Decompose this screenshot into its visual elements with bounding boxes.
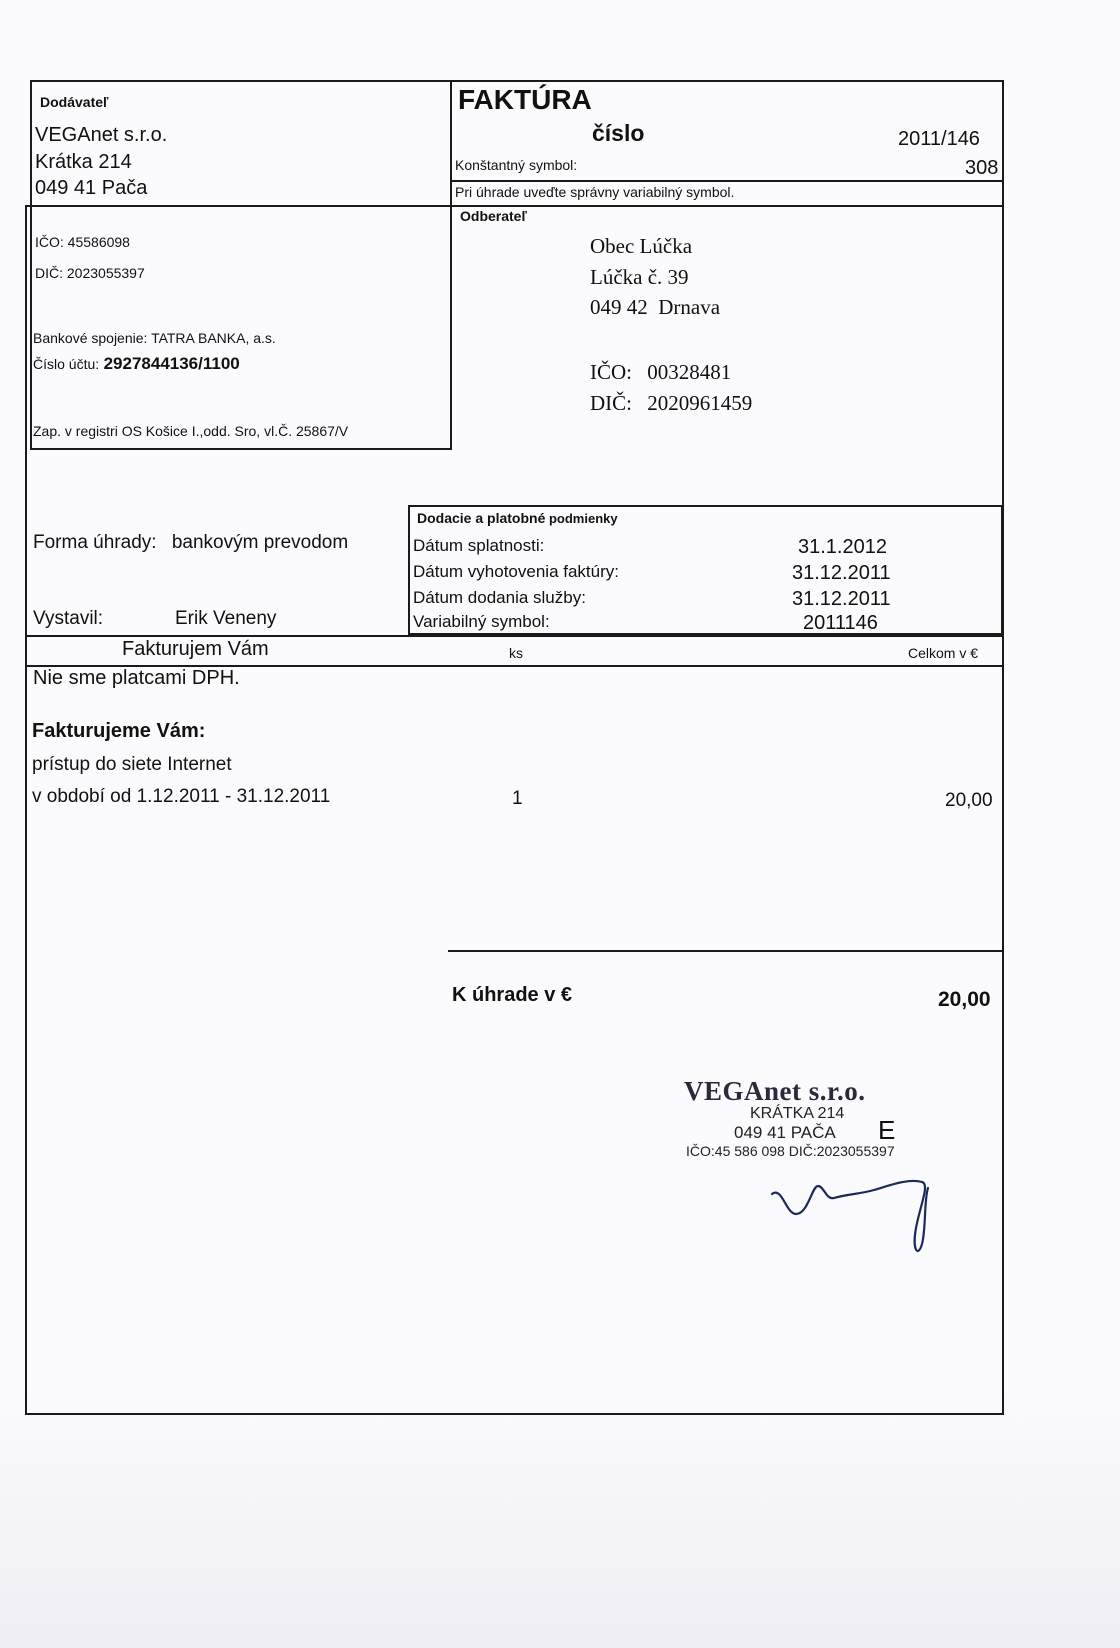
bank-value: TATRA BANKA, a.s.: [151, 330, 276, 346]
terms-heading-main: Dodacie a platobné: [417, 510, 546, 526]
supplier-ico-value: 45586098: [67, 234, 130, 250]
stamp-ids: IČO:45 586 098 DIČ:2023055397: [686, 1143, 895, 1159]
summary-total: 20,00: [938, 988, 991, 1011]
customer-heading: Odberateľ: [460, 208, 527, 224]
customer-city: 049 42 Drnava: [590, 295, 721, 319]
supplier-city: 049 41 Pača: [35, 177, 148, 199]
bank-label: Bankové spojenie:: [33, 330, 148, 346]
item-total: 20,00: [945, 790, 993, 811]
customer-dic-value: 2020961459: [647, 391, 753, 415]
account-label: Číslo účtu:: [33, 356, 100, 372]
issuer-value: Erik Veneny: [175, 608, 277, 629]
stamp-city-row: [684, 1115, 924, 1145]
invoice-number: 2011/146: [898, 128, 980, 150]
item-qty: 1: [512, 788, 523, 809]
supplier-dic-value: 2023055397: [66, 265, 145, 281]
issuer-label: Vystavil:: [33, 608, 104, 629]
company-stamp: [684, 1076, 924, 1159]
terms-label-3: Variabilný symbol:: [413, 612, 550, 631]
table-header-rule-top: [25, 635, 1004, 637]
summary-rule: [448, 950, 1004, 952]
note-rule-top: [452, 180, 1004, 182]
stamp-street: KRÁTKA 214: [750, 1105, 845, 1122]
supplier-ico-label: IČO:: [35, 234, 64, 250]
supplier-heading: Dodávateľ: [40, 94, 109, 110]
col-total-header: Celkom v €: [908, 645, 979, 661]
stamp-company-name: VEGAnet s.r.o.: [684, 1076, 866, 1106]
signature: [760, 1170, 950, 1260]
supplier-register: Zap. v registri OS Košice I.,odd. Sro, vl.Č. 25867/V: [33, 423, 349, 439]
background-shadow: [0, 1390, 1120, 1648]
terms-label-1: Dátum vyhotovenia faktúry:: [413, 562, 619, 581]
terms-label-0: Dátum splatnosti:: [413, 536, 545, 555]
item-line-2: v období od 1.12.2011 - 31.12.2011: [32, 786, 331, 807]
items-section-title: Fakturujeme Vám:: [32, 720, 206, 742]
customer-dic-label: DIČ:: [590, 391, 632, 415]
payment-method: [33, 532, 348, 554]
terms-value-1: 31.12.2011: [792, 562, 891, 584]
const-symbol-label: Konštantný symbol:: [455, 157, 578, 173]
vat-note: Nie sme platcami DPH.: [33, 667, 240, 689]
terms-heading-rest: podmienky: [545, 511, 618, 526]
payment-method-value: bankovým prevodom: [171, 532, 349, 553]
terms-value-3: 2011146: [803, 612, 878, 634]
item-line-1: prístup do siete Internet: [32, 754, 232, 775]
customer-ico-label: IČO:: [590, 360, 632, 384]
supplier-street: Krátka 214: [35, 151, 132, 173]
supplier-dic-label: DIČ:: [35, 265, 63, 281]
account-value: 2927844136/1100: [103, 354, 240, 373]
invoice-number-label: číslo: [592, 120, 645, 146]
stamp-mark: E: [878, 1115, 896, 1145]
supplier-name: VEGAnet s.r.o.: [35, 124, 168, 146]
invoice-title: FAKTÚRA: [458, 84, 592, 115]
customer-street: Lúčka č. 39: [590, 265, 689, 289]
customer-dic: [590, 391, 752, 416]
stamp-city: 049 41 PAČA: [734, 1123, 836, 1142]
customer-name: Obec Lúčka: [590, 234, 693, 258]
customer-ico-value: 00328481: [647, 360, 732, 384]
col-desc-header: Fakturujem Vám: [122, 638, 269, 660]
terms-value-0: 31.1.2012: [798, 536, 887, 558]
customer-ico: [590, 360, 731, 385]
terms-value-2: 31.12.2011: [792, 588, 891, 610]
payment-method-label: Forma úhrady:: [33, 532, 157, 553]
const-symbol-value: 308: [965, 157, 999, 179]
invoice-note: Pri úhrade uveďte správny variabilný symbol.: [455, 184, 735, 200]
col-qty-header: ks: [509, 645, 523, 661]
terms-label-2: Dátum dodania služby:: [413, 588, 586, 607]
terms-heading: [417, 510, 618, 526]
summary-label: K úhrade v €: [452, 984, 573, 1006]
